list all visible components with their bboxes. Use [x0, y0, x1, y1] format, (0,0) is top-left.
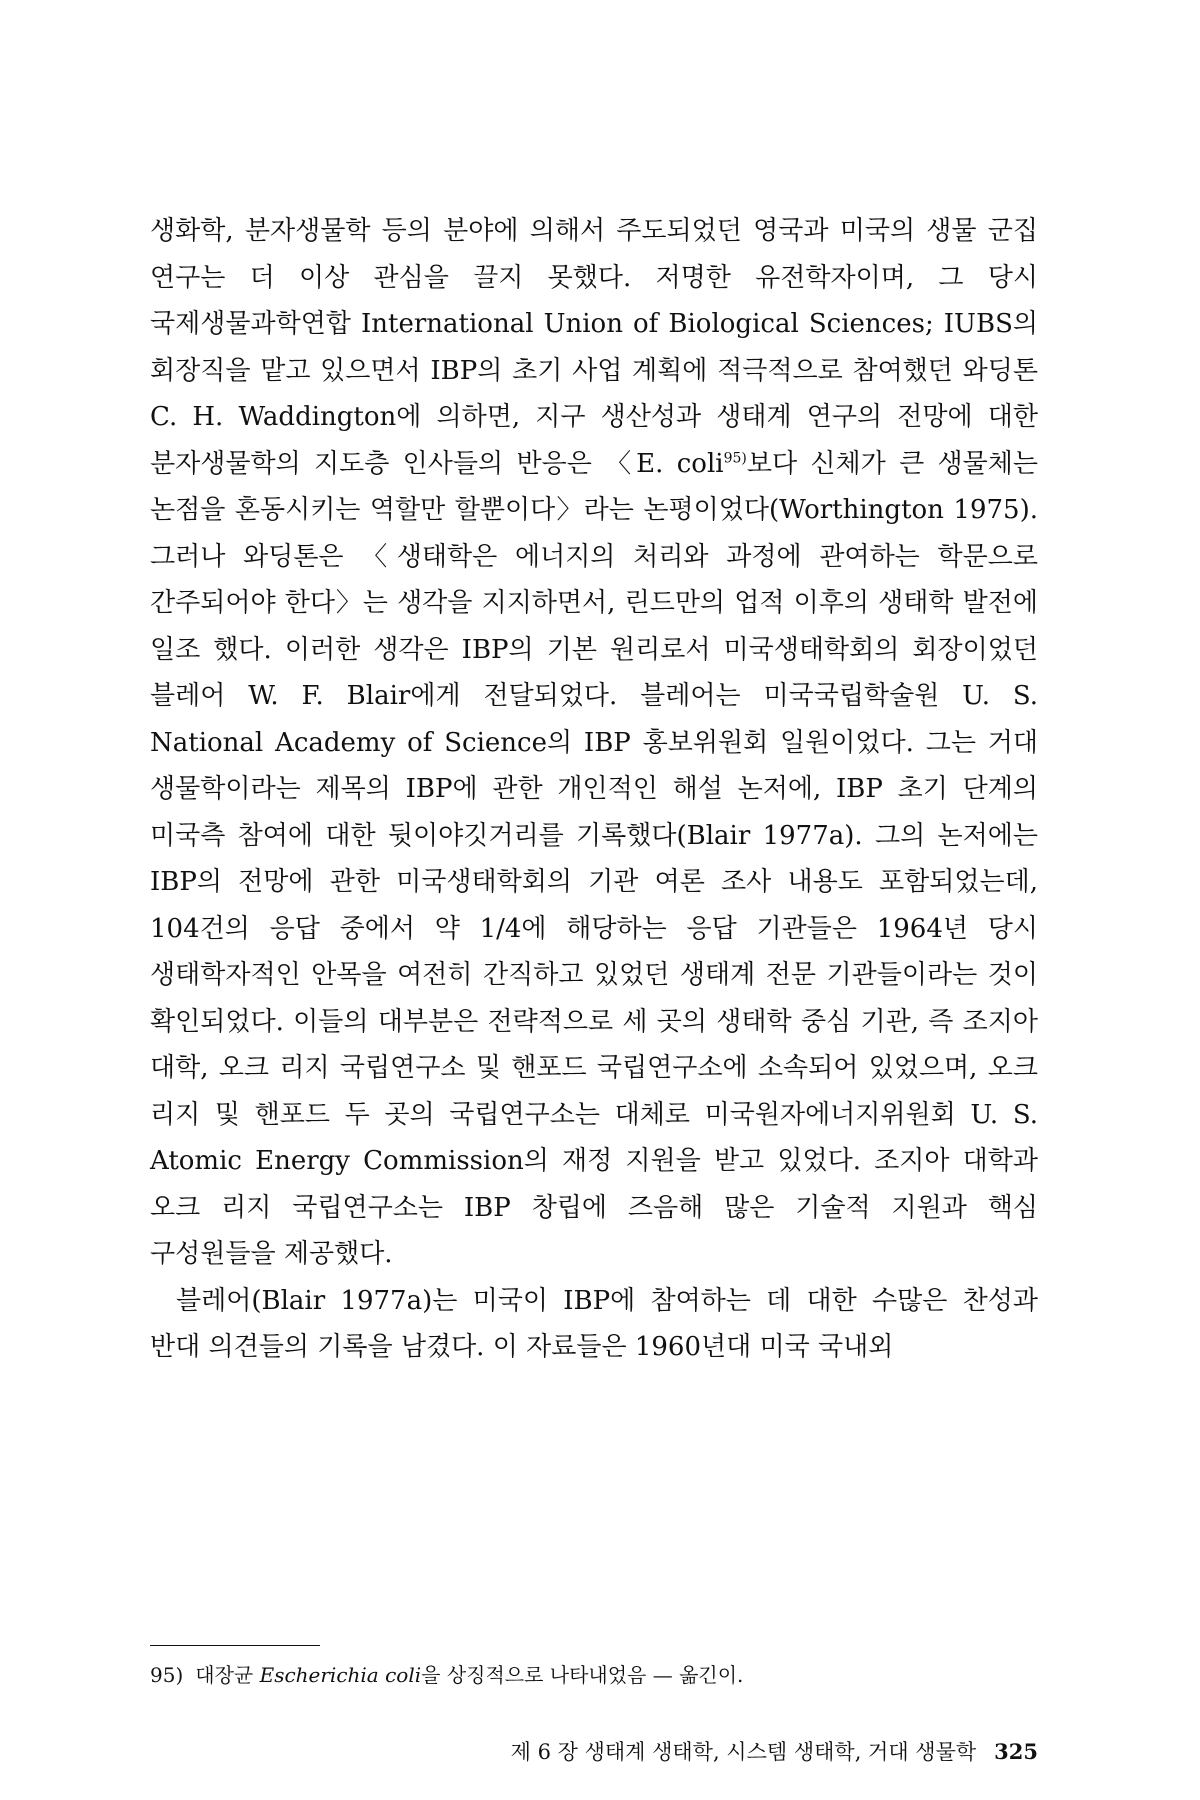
paragraph-2: 블레어(Blair 1977a)는 미국이 IBP에 참여하는 데 대한 수많은 찬성과 반대 의견들의 기록을 남겼다. 이 자료들은 1960년대 미국 국내외	[150, 1285, 1038, 1362]
footnote-italic-term: Escherichia coli	[259, 1663, 422, 1687]
paragraph-1-part-b: 보다 신체가 큰 생물체는 논점을 혼동시키는 역할만 할뿐이다〉라는 논평이었다(Worthington 1975). 그러나 와딩톤은 〈생태학은 에너지의 처리와 과정에 관여하는 학문으로 간주되어야 한다〉는 생각을 지지하면서, 린드만의 업적 이후의 생태학 발전에 일조 했다. 이러한 생각은 IBP의 기본 원리로서 미국생태학회의 회장이었던 블레어 W. F. Blair에게 전달되었다. 블레어는 미국국립학술원 U. S. National Academy of Science의 IBP 홍보위원회 일원이었다. 그는 거대 생물학이라는 제목의 IBP에 관한 개인적인 해설 논저에, IBP 초기 단계의 미국측 참여에 대한 뒷이야깃거리를 기록했다(Blair 1977a). 그의 논저에는 IBP의 전망에 관한 미국생태학회의 기관 여론 조사 내용도 포함되었는데, 104건의 응답 중에서 약 1/4에 해당하는 응답 기관들은 1964년 당시 생태학자적인 안목을 여전히 간직하고 있었던 생태계 전문 기관들이라는 것이 확인되었다. 이들의 대부분은 전략적으로 세 곳의 생태학 중심 기관, 즉 조지아 대학, 오크 리지 국립연구소 및 핸포드 국립연구소에 소속되어 있었으며, 오크 리지 및 핸포드 두 곳의 국립연구소는 대체로 미국원자에너지위원회 U. S. Atomic Energy Commission의 재정 지원을 받고 있었다. 조지아 대학과 오크 리지 국립연구소는 IBP 창립에 즈음해 많은 기술적 지원과 핵심 구성원들을 제공했다.	[150, 448, 1038, 1269]
footnote-text-after: 을 상징적으로 나타내었음 — 옮긴이.	[421, 1663, 744, 1687]
footnote-number: 95)	[150, 1663, 184, 1687]
footnote-divider	[150, 1645, 320, 1646]
running-footer	[511, 1737, 1038, 1767]
footnote-marker: 95)	[723, 449, 747, 466]
paragraph-1-part-a: 생화학, 분자생물학 등의 분야에 의해서 주도되었던 영국과 미국의 생물 군집 연구는 더 이상 관심을 끌지 못했다. 저명한 유전학자이며, 그 당시 국제생물과학연합 International Union of Biological Sciences; IUBS의 회장직을 맡고 있으면서 IBP의 초기 사업 계획에 적극적으로 참여했던 와딩톤 C. H. Waddington에 의하면, 지구 생산성과 생태계 연구의 전망에 대한 분자생물학의 지도층 인사들의 반응은 〈E. coli	[150, 216, 1038, 479]
chapter-title: 제 6 장 생태계 생태학, 시스템 생태학, 거대 생물학	[510, 1740, 977, 1764]
paragraph-1	[150, 208, 1038, 1278]
footnote-text-before: 대장균	[195, 1663, 260, 1687]
main-text	[150, 208, 1038, 1371]
footnote	[150, 1660, 1038, 1690]
page-number: 325	[994, 1739, 1038, 1764]
